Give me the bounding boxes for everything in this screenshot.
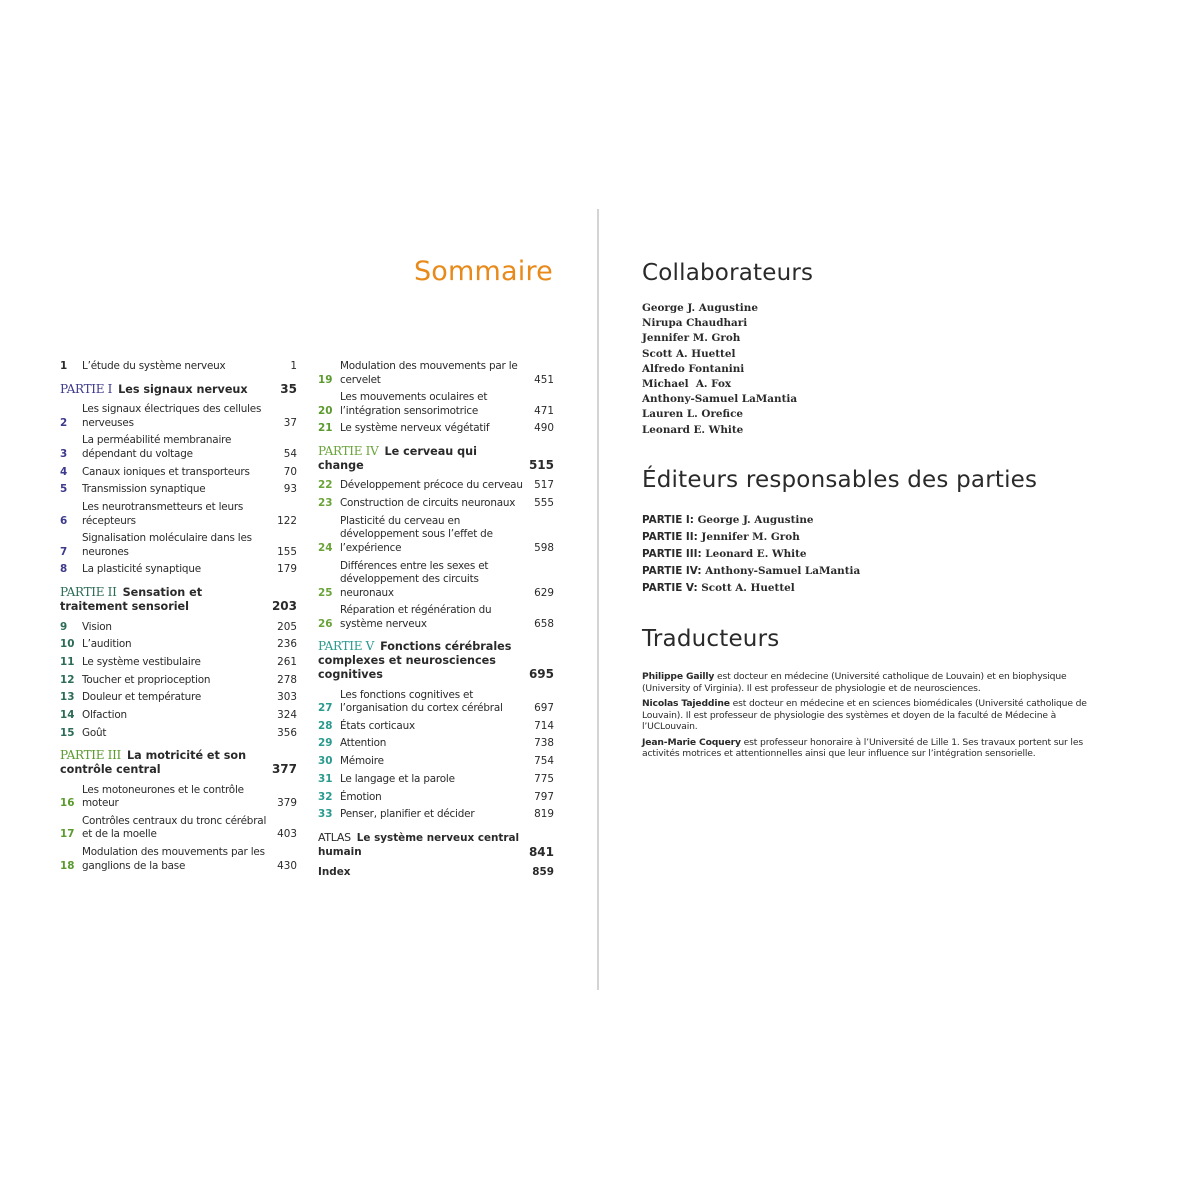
- toc-entry[interactable]: [318, 360, 554, 387]
- chapter-title: Le système nerveux végétatif: [340, 422, 490, 435]
- page-number: 403: [277, 828, 297, 841]
- collaborateur-name: Jennifer M. Groh: [642, 332, 741, 345]
- chapter-title: Penser, planifier et décider: [340, 808, 475, 821]
- toc-entry[interactable]: [318, 560, 554, 601]
- toc-entry[interactable]: [60, 403, 297, 430]
- page-number: 775: [534, 772, 554, 785]
- chapter-title: Douleur et température: [82, 691, 202, 704]
- chapter-number: 32: [318, 790, 333, 803]
- traducteur-bio: [642, 671, 1102, 694]
- collaborateur-name: George J. Augustine: [642, 302, 758, 314]
- part-label: PARTIE IV: [318, 443, 379, 458]
- toc-entry[interactable]: [60, 360, 297, 374]
- chapter-title: Mémoire: [340, 755, 384, 768]
- page-number: 819: [534, 808, 554, 821]
- collaborateur-name: Leonard E. White: [642, 423, 744, 436]
- chapter-title: Canaux ioniques et transporteurs: [82, 465, 250, 478]
- page-number: 356: [277, 726, 297, 739]
- page-number: 738: [534, 737, 554, 750]
- chapter-title: Attention: [340, 737, 387, 750]
- editeur-separator: :: [697, 548, 706, 560]
- part-title-wrap: [318, 640, 529, 681]
- toc-entry[interactable]: [318, 720, 554, 734]
- collaborateurs-list: [642, 301, 797, 438]
- page-number: 93: [283, 483, 297, 496]
- editeur-item: [642, 546, 860, 563]
- chapter-title: Goût: [82, 726, 107, 739]
- chapter-title: Vision: [82, 620, 112, 633]
- part-label: PARTIE I: [60, 381, 113, 396]
- page-number: 324: [277, 708, 297, 721]
- editeur-separator: :: [693, 531, 702, 543]
- page-number: 797: [534, 790, 554, 803]
- page-number: 859: [532, 866, 554, 879]
- part-title: Le système nerveux central humain: [318, 831, 520, 858]
- chapter-title: Modulation des mouvements par le cervelet: [340, 360, 518, 386]
- toc-entry[interactable]: [60, 815, 297, 842]
- chapter-number: 1: [60, 360, 68, 372]
- chapter-title: Les motoneurones et le contrôle moteur: [82, 783, 244, 810]
- chapter-number: 14: [60, 708, 75, 721]
- toc-entry[interactable]: [318, 791, 554, 805]
- page-number: 695: [528, 666, 554, 681]
- toc-entry[interactable]: [318, 497, 554, 511]
- collaborateur-name: Anthony-Samuel LaMantia: [642, 393, 798, 406]
- page-number: 629: [534, 586, 554, 599]
- toc-right-column: [318, 360, 554, 887]
- page-number: 1: [290, 360, 297, 372]
- chapter-number: 30: [318, 755, 333, 768]
- chapter-number: 16: [60, 797, 75, 810]
- chapter-number: 20: [318, 404, 333, 417]
- chapter-number: 4: [60, 465, 68, 478]
- page-number: 261: [277, 655, 297, 668]
- chapter-title: Le système vestibulaire: [82, 655, 201, 668]
- chapter-number: 12: [60, 673, 75, 686]
- chapter-number: 24: [318, 541, 333, 554]
- chapter-number: 3: [60, 447, 68, 460]
- chapter-number: 10: [60, 638, 75, 651]
- traducteur-text: est professeur honoraire à l’Université de Lille 1. Ses travaux portent sur les activités motrices et attentionnelles ainsi que leur influence sur l’intégration sensorielle.: [642, 736, 1083, 760]
- toc-entry[interactable]: [318, 422, 554, 436]
- toc-part-heading[interactable]: [318, 445, 554, 473]
- editeur-part-label: PARTIE IV: [642, 565, 698, 577]
- toc-atlas[interactable]: [318, 831, 554, 860]
- chapter-title: La plasticité synaptique: [82, 563, 201, 576]
- chapter-title: Olfaction: [82, 708, 127, 721]
- chapter-title: Signalisation moléculaire dans les neurones: [82, 532, 252, 558]
- chapter-title: Émotion: [340, 790, 382, 803]
- chapter-number: 28: [318, 719, 333, 732]
- part-title: Fonctions cérébrales complexes et neurosciences cognitives: [318, 640, 512, 681]
- chapter-title: Les fonctions cognitives et l’organisation du cortex cérébral: [340, 688, 503, 715]
- chapter-number: 19: [318, 373, 333, 386]
- chapter-number: 21: [318, 422, 333, 435]
- toc-entry[interactable]: [60, 846, 297, 873]
- toc-entry[interactable]: [60, 674, 297, 688]
- chapter-title: États corticaux: [340, 719, 415, 732]
- part-title-wrap: [60, 383, 280, 397]
- toc-entry[interactable]: [60, 727, 297, 741]
- chapter-number: 17: [60, 828, 75, 841]
- toc-entry[interactable]: [60, 466, 297, 480]
- page-number: 379: [277, 797, 297, 810]
- part-title-wrap: [318, 445, 529, 473]
- traducteurs-heading: Traducteurs: [642, 626, 780, 652]
- toc-entry[interactable]: [60, 563, 297, 577]
- chapter-title: L’étude du système nerveux: [82, 360, 226, 372]
- chapter-number: 8: [60, 563, 68, 576]
- toc-entry[interactable]: [60, 434, 297, 461]
- traducteur-name: Jean-Marie Coquery: [642, 736, 741, 748]
- chapter-title: Développement précoce du cerveau: [340, 479, 523, 492]
- editeur-separator: :: [697, 565, 706, 577]
- chapter-number: 31: [318, 772, 333, 785]
- part-title: Le cerveau qui change: [318, 444, 477, 472]
- traducteur-text: est docteur en médecine et en sciences biomédicales (Université catholique de Louvain). Il est professeur de physiologie des systèmes et doyen de la faculté de Médecine à l’UCLouvain.: [642, 697, 1087, 733]
- chapter-title: Modulation des mouvements par les ganglions de la base: [82, 846, 265, 872]
- page-number: 179: [277, 563, 297, 576]
- toc-entry[interactable]: [318, 479, 554, 493]
- toc-entry[interactable]: [318, 604, 554, 631]
- editeur-part-label: PARTIE I: [642, 514, 690, 526]
- part-title: Sensation et traitement sensoriel: [60, 585, 203, 613]
- traducteur-name: Nicolas Tajeddine: [642, 697, 730, 709]
- chapter-number: 5: [60, 483, 68, 496]
- page-number: 37: [283, 416, 297, 429]
- page-number: 155: [277, 545, 297, 558]
- chapter-number: 23: [318, 497, 333, 510]
- chapter-number: 22: [318, 479, 333, 492]
- chapter-title: Transmission synaptique: [82, 483, 206, 496]
- editeur-name: Leonard E. White: [705, 548, 807, 560]
- chapter-title: Les neurotransmetteurs et leurs récepteurs: [82, 501, 244, 527]
- page-number: 471: [534, 404, 554, 417]
- collaborateur-name: Scott A. Huettel: [642, 347, 736, 360]
- toc-entry[interactable]: [60, 483, 297, 497]
- page-number: 841: [528, 844, 554, 859]
- chapter-number: 13: [60, 691, 75, 704]
- chapter-title: Le langage et la parole: [340, 772, 455, 785]
- collaborateur-name: Alfredo Fontanini: [642, 362, 745, 375]
- collaborateur-name: Lauren L. Orefice: [642, 408, 744, 421]
- chapter-number: 7: [60, 545, 68, 558]
- part-label: PARTIE V: [318, 639, 375, 654]
- editeur-part-label: PARTIE II: [642, 531, 694, 543]
- page-number: 303: [277, 691, 297, 704]
- chapter-number: 29: [318, 737, 333, 750]
- toc-part-heading[interactable]: [60, 749, 297, 777]
- toc-entry[interactable]: [60, 691, 297, 705]
- page-number: 205: [277, 620, 297, 633]
- page-number: 35: [280, 381, 297, 396]
- part-title-wrap: [318, 831, 529, 860]
- editeur-separator: :: [693, 582, 702, 594]
- editeur-part-label: PARTIE V: [642, 582, 694, 594]
- toc-entry[interactable]: [318, 689, 554, 716]
- page-number: 658: [534, 617, 554, 630]
- toc-entry[interactable]: [60, 621, 297, 635]
- chapter-title: Contrôles centraux du tronc cérébral et de la moelle: [82, 814, 267, 841]
- page-number: 517: [534, 479, 554, 492]
- toc-entry[interactable]: [60, 638, 297, 652]
- editeur-name: Scott A. Huettel: [701, 582, 795, 594]
- page-divider: [597, 209, 599, 990]
- page-number: 122: [277, 514, 297, 527]
- chapter-title: Différences entre les sexes et développement des circuits neuronaux: [340, 559, 489, 599]
- toc-entry[interactable]: [60, 656, 297, 670]
- chapter-title: Les signaux électriques des cellules nerveuses: [82, 403, 262, 429]
- collaborateurs-heading: Collaborateurs: [642, 260, 814, 286]
- editeur-part-label: PARTIE III: [642, 548, 698, 560]
- part-label: PARTIE II: [60, 584, 117, 599]
- chapter-title: Toucher et proprioception: [82, 673, 211, 686]
- toc-entry[interactable]: [318, 737, 554, 751]
- traducteurs-list: [642, 671, 1102, 763]
- part-title: La motricité et son contrôle central: [60, 749, 247, 776]
- part-label: PARTIE III: [60, 748, 122, 763]
- chapter-title: Plasticité du cerveau en développement sous l’effet de l’expérience: [340, 514, 493, 554]
- chapter-title: L’audition: [82, 638, 132, 651]
- editeur-name: Anthony-Samuel LaMantia: [705, 565, 861, 577]
- toc-entry[interactable]: [60, 709, 297, 723]
- toc-left-column: [60, 360, 297, 877]
- chapter-number: 2: [60, 416, 68, 429]
- traducteur-name: Philippe Gailly: [642, 671, 715, 682]
- chapter-title: Les mouvements oculaires et l’intégration sensorimotrice: [340, 391, 488, 417]
- page-number: 203: [271, 598, 297, 613]
- page-number: 278: [277, 673, 297, 686]
- chapter-number: 11: [60, 655, 75, 668]
- editeur-name: George J. Augustine: [697, 514, 814, 526]
- editeur-item: [642, 529, 860, 546]
- part-title: Les signaux nerveux: [118, 382, 248, 396]
- toc-part-heading[interactable]: [60, 383, 297, 397]
- chapter-number: 33: [318, 808, 333, 821]
- toc-part-heading[interactable]: [60, 586, 297, 614]
- chapter-title: Réparation et régénération du système nerveux: [340, 604, 492, 630]
- page-number: 714: [534, 719, 554, 732]
- traducteur-text: est docteur en médecine (Université catholique de Louvain) et en biophysique (University of Virginia). Il est professeur de physiologie et de neurosciences.: [642, 671, 1067, 694]
- page-number: 451: [534, 373, 554, 386]
- collaborateur-name: Michael A. Fox: [642, 378, 732, 391]
- index-title: Index: [318, 866, 351, 879]
- chapter-number: 25: [318, 586, 333, 599]
- part-title-wrap: [60, 586, 272, 614]
- page-number: 697: [534, 702, 554, 715]
- toc-index[interactable]: [318, 866, 554, 880]
- toc-entry[interactable]: [318, 755, 554, 769]
- collaborateur-name: Nirupa Chaudhari: [642, 317, 748, 330]
- editeur-name: Jennifer M. Groh: [701, 531, 800, 543]
- page-number: 377: [271, 761, 297, 776]
- chapter-number: 18: [60, 859, 75, 872]
- page-number: 490: [534, 422, 554, 435]
- part-title-wrap: [60, 749, 272, 777]
- toc-entry[interactable]: [60, 784, 297, 811]
- page-number: 754: [534, 755, 554, 768]
- page-number: 70: [283, 465, 297, 478]
- page-number: 54: [283, 447, 297, 460]
- toc-part-heading[interactable]: [318, 640, 554, 681]
- editeurs-list: [642, 512, 860, 597]
- toc-entry[interactable]: [60, 532, 297, 559]
- toc-entry[interactable]: [318, 808, 554, 822]
- chapter-title: La perméabilité membranaire dépendant du voltage: [82, 434, 232, 460]
- toc-entry[interactable]: [318, 391, 554, 418]
- traducteur-bio: [642, 737, 1102, 760]
- chapter-number: 6: [60, 514, 68, 527]
- editeur-item: [642, 512, 860, 529]
- toc-entry[interactable]: [60, 501, 297, 528]
- sommaire-title: Sommaire: [413, 256, 553, 287]
- traducteur-bio: [642, 698, 1102, 733]
- page-number: 515: [528, 457, 554, 472]
- chapter-number: 9: [60, 620, 68, 633]
- page-number: 430: [277, 859, 297, 872]
- chapter-number: 27: [318, 702, 333, 715]
- editeur-item: [642, 563, 860, 580]
- toc-entry[interactable]: [318, 773, 554, 787]
- editeurs-heading: Éditeurs responsables des parties: [642, 467, 1038, 493]
- page-number: 236: [277, 638, 297, 651]
- editeur-separator: :: [689, 514, 698, 526]
- chapter-title: Construction de circuits neuronaux: [340, 497, 516, 510]
- part-label: ATLAS: [318, 830, 351, 844]
- toc-entry[interactable]: [318, 515, 554, 556]
- chapter-number: 26: [318, 617, 333, 630]
- editeur-item: [642, 580, 860, 597]
- page-number: 598: [534, 541, 554, 554]
- page-number: 555: [534, 497, 554, 510]
- chapter-number: 15: [60, 726, 75, 739]
